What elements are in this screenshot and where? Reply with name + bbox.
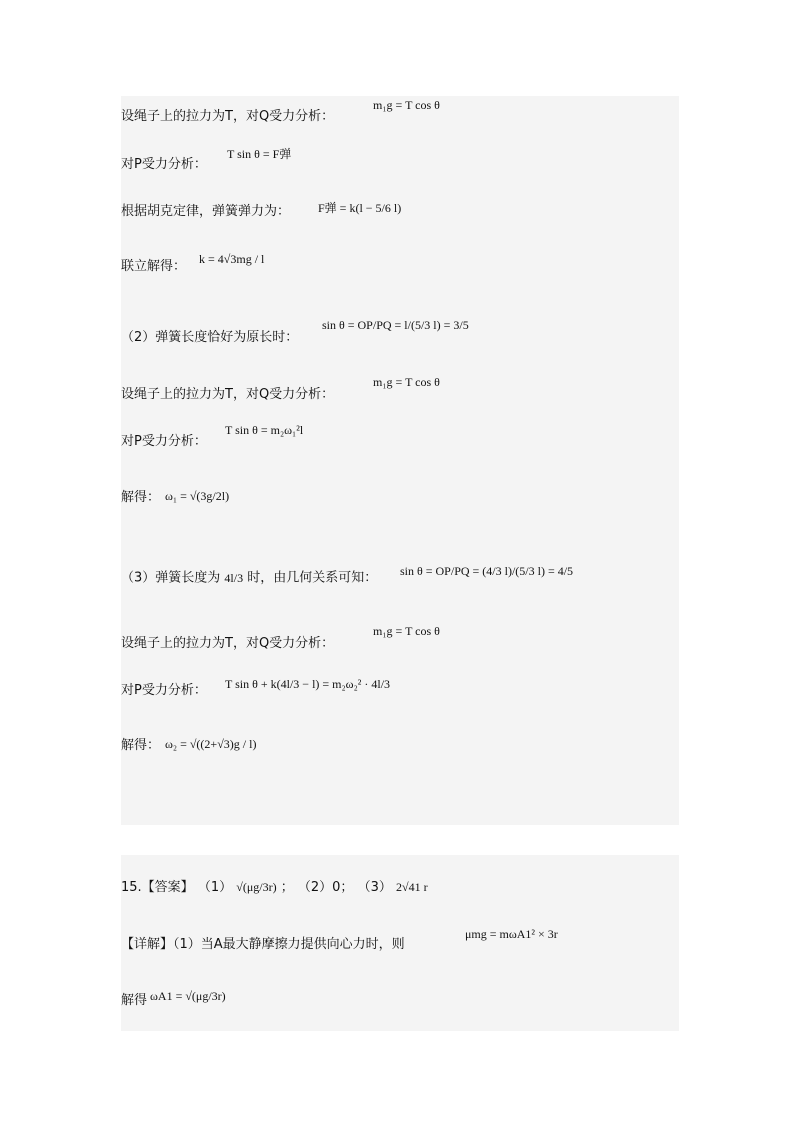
q15-answer-label: 15.【答案】 <box>121 880 194 895</box>
p1-eq1 <box>373 98 440 112</box>
q15-solve-text: 解得 <box>121 993 148 1008</box>
p1-eq3 <box>318 201 401 215</box>
p2-eq2 <box>373 375 440 389</box>
p3-line3-text: 对P受力分析： <box>121 683 207 698</box>
q15-a3-label: （3） <box>357 880 392 895</box>
p3-eq2 <box>373 624 440 638</box>
q15-a1-label: （1） <box>197 880 233 895</box>
p3-eq1-text: sin θ = OP/PQ = (4/3 l)/(5/3 l) = 4/5 <box>400 564 574 578</box>
p2-line4 <box>121 490 160 506</box>
q15-a2: （2）0； <box>297 880 354 895</box>
p2-eq4 <box>165 489 229 503</box>
p3-line4-text: 解得： <box>121 738 161 753</box>
p2-line2 <box>121 387 334 403</box>
p3-line1-frac <box>224 570 243 586</box>
q15-solve-eq-text: ωA1 = √(μg/3r) <box>150 989 226 1003</box>
q15-detail-eq-text: μmg = mωA1² × 3r <box>465 927 558 941</box>
p3-eq3 <box>225 677 390 691</box>
q15-detail-eq <box>465 927 558 941</box>
p1-line3-text: 根据胡克定律，弹簧弹力为： <box>121 204 291 219</box>
p3-eq4 <box>165 737 256 751</box>
p3-line3 <box>121 683 207 699</box>
p1-line1 <box>121 109 334 125</box>
p1-eq4 <box>199 252 264 266</box>
p1-eq2-text: T sin θ = F弹 <box>227 147 292 161</box>
p1-line2-text: 对P受力分析： <box>121 157 207 172</box>
p3-line1 <box>121 570 377 587</box>
p1-line2 <box>121 157 207 173</box>
p2-line3-text: 对P受力分析： <box>121 434 207 449</box>
p1-line4-text: 联立解得： <box>121 259 187 274</box>
q15-answer-line <box>121 880 428 896</box>
p1-line4 <box>121 259 186 275</box>
p3-line1-frac-text: 4l/3 <box>224 571 244 585</box>
p2-eq3 <box>225 423 303 437</box>
p2-line4-text: 解得： <box>121 490 161 505</box>
p2-line1 <box>121 330 298 346</box>
p2-line1-text: （2）弹簧长度恰好为原长时： <box>121 330 299 345</box>
p3-eq1 <box>400 564 573 578</box>
p3-eq3-text: T sin θ + k(4l/3 − l) = m₂ω₂² · 4l/3 <box>225 677 391 691</box>
p3-eq4-text: ω₂ = √((2+√3)g / l) <box>165 737 257 751</box>
q15-detail-text: 【详解】（1）当A最大静摩擦力提供向心力时，则 <box>121 937 405 952</box>
q15-detail-line <box>121 937 405 953</box>
p1-eq3-text: F弹 = k(l − 5/6 l) <box>318 201 402 215</box>
p2-eq3-text: T sin θ = m₂ω₁²l <box>225 423 304 437</box>
p2-eq4-text: ω₁ = √(3g/2l) <box>165 489 230 503</box>
p2-line2-text: 设绳子上的拉力为T，对Q受力分析： <box>121 387 335 402</box>
p3-line2-text: 设绳子上的拉力为T，对Q受力分析： <box>121 636 335 651</box>
p3-eq2-text: m₁g = T cos θ <box>373 624 440 638</box>
q15-a3-eq: 2√41 r <box>396 880 428 894</box>
p3-line4 <box>121 738 160 754</box>
p3-line1-text-b: 时，由几何关系可知： <box>247 570 378 586</box>
q15-solve-eq <box>150 989 226 1003</box>
p1-eq4-text: k = 4√3mg / l <box>199 252 265 266</box>
p2-line3 <box>121 434 207 450</box>
p1-line3 <box>121 204 290 220</box>
p2-eq2-text: m₁g = T cos θ <box>373 375 440 389</box>
p2-eq1-text: sin θ = OP/PQ = l/(5/3 l) = 3/5 <box>322 318 469 332</box>
p1-eq1-text: m₁g = T cos θ <box>373 98 440 112</box>
p1-line1-text: 设绳子上的拉力为T，对Q受力分析： <box>121 109 335 124</box>
p3-line2 <box>121 636 334 652</box>
p1-eq2 <box>227 147 291 161</box>
q15-solve-line <box>121 993 147 1009</box>
q15-a1-eq: √(μg/3r) <box>236 880 277 894</box>
p3-line1-text-a: （3）弹簧长度为 <box>121 570 221 586</box>
p2-eq1 <box>322 318 469 332</box>
q15-sep1: ； <box>280 880 294 895</box>
